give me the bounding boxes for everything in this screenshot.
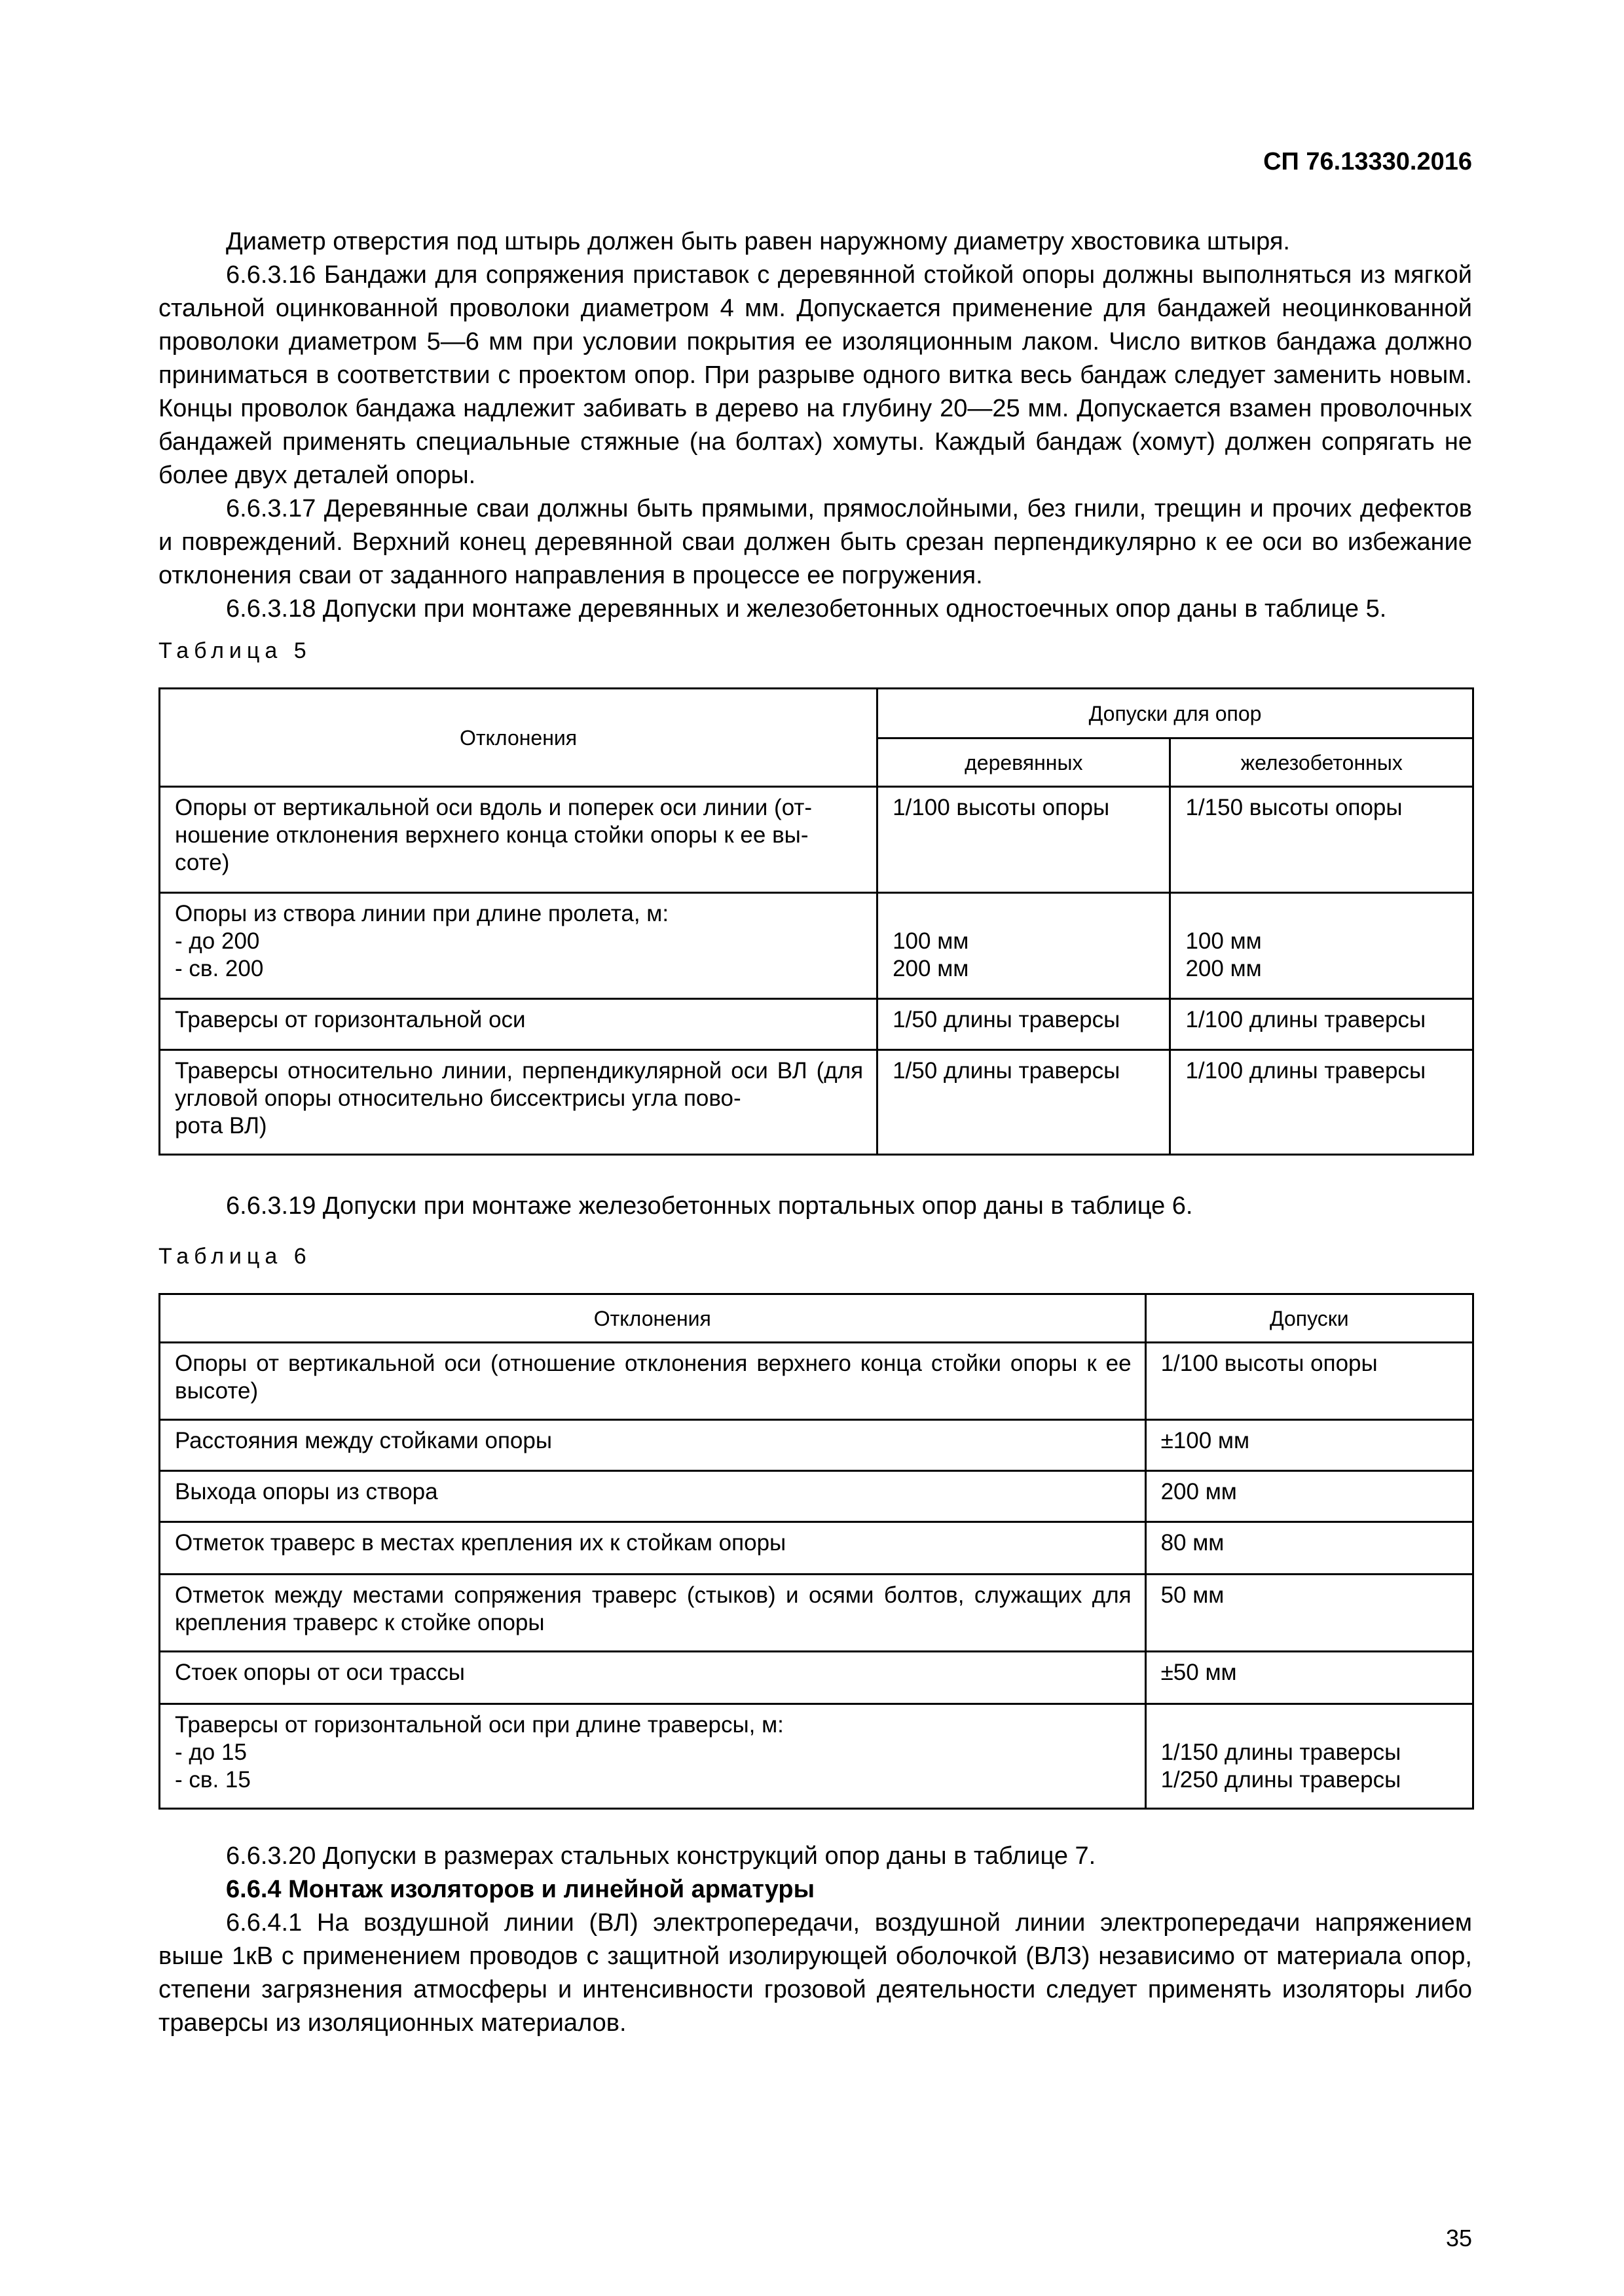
table-6 [158,1293,1474,1810]
table6-row [160,1652,1473,1704]
table5-cell: Опоры из створа линии при длине пролета, м: - до 200 - св. 200 [160,893,877,999]
paragraph-6-6-3-18: 6.6.3.18 Допуски при монтаже деревянных и железобетонных одностоечных опор даны в таблице 5. [226,595,1387,623]
table5-cell: 1/150 высоты опоры [1170,787,1473,893]
table5-cell: 1/100 длины траверсы [1170,999,1473,1050]
table5-header-tolerances: Допуски для опор [877,689,1473,738]
table6-cell: Отметок траверс в местах крепления их к стойкам опоры [160,1522,1146,1575]
table6-cell: 1/150 длины траверсы 1/250 длины траверсы [1145,1704,1473,1809]
table5-caption: Таблица 5 [158,638,312,663]
table6-row [160,1575,1473,1652]
table6-cell: 1/100 высоты опоры [1145,1343,1473,1420]
table6-cell: Выхода опоры из створа [160,1471,1146,1522]
table5-cell: Траверсы относительно линии, перпендикулярной оси ВЛ (для угловой опоры относительно биссектрисы угла пово- рота ВЛ) [160,1050,877,1155]
table6-header-deviations: Отклонения [160,1294,1146,1343]
table5-row [160,999,1473,1050]
table6-cell: Стоек опоры от оси трассы [160,1652,1146,1704]
table5-row [160,1050,1473,1155]
paragraph-6-6-4-1: 6.6.4.1 На воздушной линии (ВЛ) электропередачи, воздушной линии электропередачи напряжением выше 1кВ с применением проводов с защитной изолирующей оболочкой (ВЛЗ) независимо от материала опор, степени загрязнения атмосферы и интенсивности грозовой деятельности следует применять изоляторы либо траверсы из изоляционных материалов. [158,1909,1472,2037]
table5-cell: 1/100 высоты опоры [877,787,1170,893]
table6-cell: 80 мм [1145,1522,1473,1575]
paragraph-6-6-3-19 [158,1190,1472,1223]
table5-cell: 1/100 длины траверсы [1170,1050,1473,1155]
table5-header-deviations: Отклонения [160,689,877,787]
table6-header-tolerances: Допуски [1145,1294,1473,1343]
table6-row [160,1471,1473,1522]
paragraph-6-6-3-17: 6.6.3.17 Деревянные сваи должны быть прямыми, прямослойными, без гнили, трещин и прочих дефектов и повреждений. Верхний конец деревянной сваи должен быть срезан перпендикулярно к ее оси во избежание отклонения сваи от заданного направления в процессе ее погружения. [158,495,1472,589]
table6-cell: Расстояния между стойками опоры [160,1420,1146,1471]
table5-header-wooden: деревянных [877,738,1170,787]
document-code: СП 76.13330.2016 [1263,148,1472,175]
table6-row [160,1420,1473,1471]
table5-cell: 1/50 длины траверсы [877,999,1170,1050]
table6-caption: Таблица 6 [158,1244,312,1269]
table6-cell: Отметок между местами сопряжения траверс (стыков) и осями болтов, служащих для крепления траверс к стойке опоры [160,1575,1146,1652]
top-text-block [158,225,1472,626]
table-5 [158,687,1474,1156]
paragraph: Диаметр отверстия под штырь должен быть равен наружному диаметру хвостовика штыря. [226,228,1290,255]
paragraph-text: 6.6.3.19 Допуски при монтаже железобетонных портальных опор даны в таблице 6. [226,1192,1193,1220]
paragraph-6-6-3-20: 6.6.3.20 Допуски в размерах стальных конструкций опор даны в таблице 7. [226,1842,1096,1870]
table6-row [160,1704,1473,1809]
table5-row [160,893,1473,999]
section-heading-6-6-4: 6.6.4 Монтаж изоляторов и линейной арматуры [226,1876,815,1903]
paragraph-6-6-3-16: 6.6.3.16 Бандажи для сопряжения приставок с деревянной стойкой опоры должны выполняться из мягкой стальной оцинкованной проволоки диаметром 4 мм. Допускается применение для бандажей неоцинкованной проволоки диаметром 5—6 мм при условии покрытия ее изоляционным лаком. Число витков бандажа должно приниматься в соответствии с проектом опор. При разрыве одного витка весь бандаж следует заменить новым. Концы проволок бандажа надлежит забивать в дерево на глубину 20—25 мм. Допускается взамен проволочных бандажей применять специальные стяжные (на болтах) хомуты. Каждый бандаж (хомут) должен сопрягать не более двух деталей опоры. [158,261,1472,489]
table6-cell: 200 мм [1145,1471,1473,1522]
page-number: 35 [1445,2225,1472,2251]
table5-cell: 100 мм 200 мм [877,893,1170,999]
table5-cell: Траверсы от горизонтальной оси [160,999,877,1050]
table5-row [160,787,1473,893]
table5-cell: 1/50 длины траверсы [877,1050,1170,1155]
table6-cell: ±50 мм [1145,1652,1473,1704]
table6-cell: 50 мм [1145,1575,1473,1652]
table6-row [160,1522,1473,1575]
table6-cell: Опоры от вертикальной оси (отношение отклонения верхнего конца стойки опоры к ее высоте) [160,1343,1146,1420]
table5-cell: 100 мм 200 мм [1170,893,1473,999]
bottom-text-block [158,1840,1472,2040]
table5-header-concrete: железобетонных [1170,738,1473,787]
table6-cell: ±100 мм [1145,1420,1473,1471]
table6-cell: Траверсы от горизонтальной оси при длине траверсы, м: - до 15 - св. 15 [160,1704,1146,1809]
table6-row [160,1343,1473,1420]
table5-cell: Опоры от вертикальной оси вдоль и поперек оси линии (от- ношение отклонения верхнего конца стойки опоры к ее вы- соте) [160,787,877,893]
